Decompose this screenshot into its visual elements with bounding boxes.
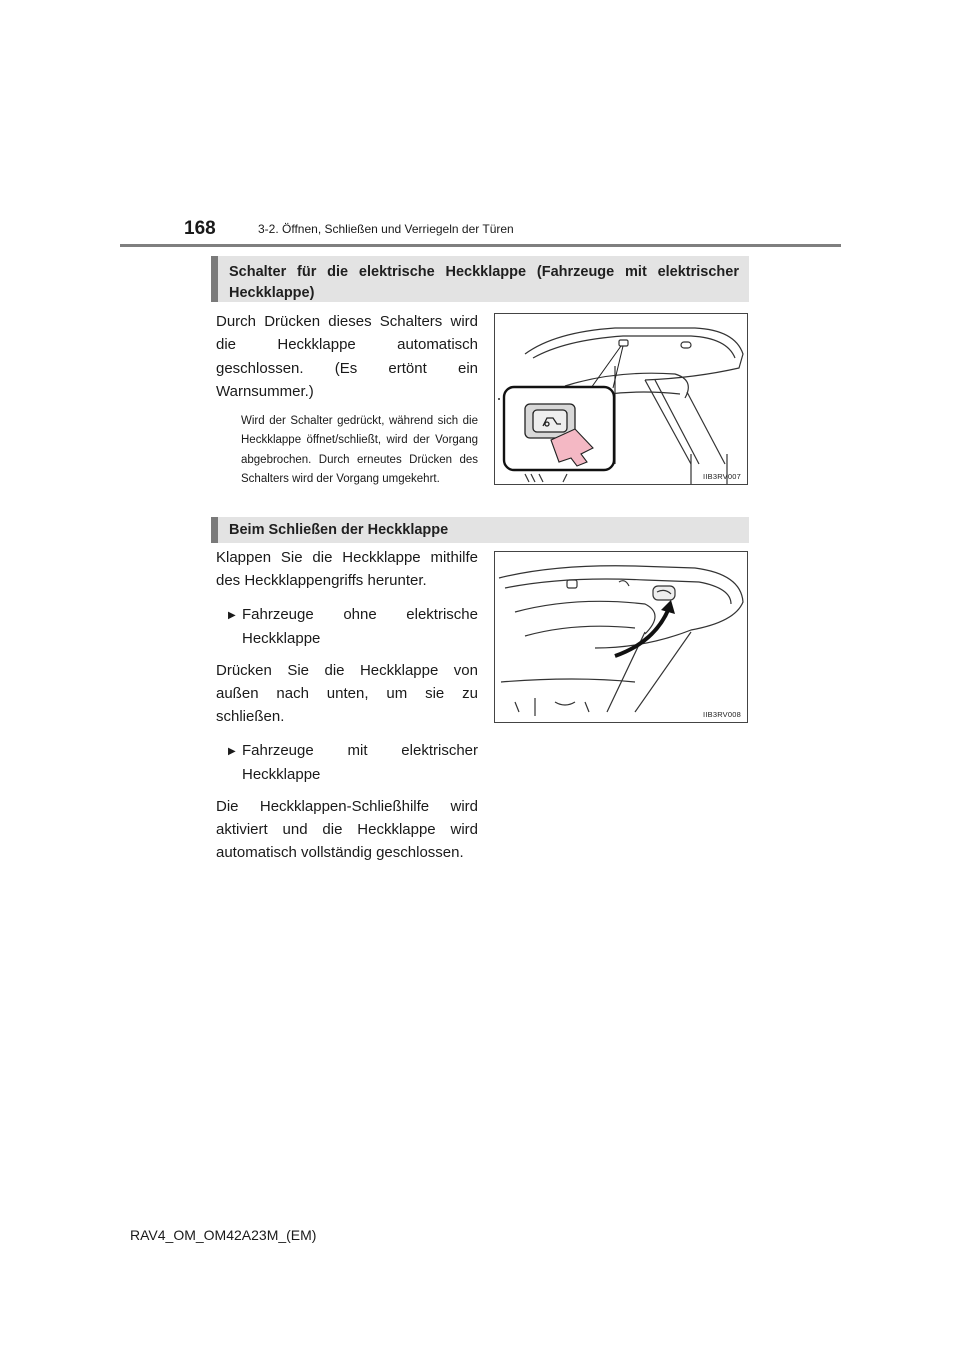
triangle-right-icon: ▶ [228,745,236,757]
bullet2-label: Fahrzeuge mit elektrischer Heckklappe [242,741,478,784]
section2-text [216,546,478,865]
triangle-right-icon: ▶ [228,609,236,621]
section1-body: Durch Drücken dieses Schalters wird die Heckklappe automatisch geschlossen. (Es ertönt ein Warnsummer.) [216,313,478,401]
bullet1-text: Drücken Sie die Heckklappe von außen nach unten, um sie zu schließen. [216,661,478,726]
bullet1-label: Fahrzeuge ohne elektrische Heckklappe [242,605,478,648]
header-rule [120,244,841,247]
footer-doc-code: RAV4_OM_OM42A23M_(EM) [130,1227,317,1243]
page-number: 168 [184,218,216,239]
section1-text [216,310,478,490]
figure-tailgate-switch [494,313,748,485]
closing-tailgate-illustration [495,552,748,723]
tailgate-switch-illustration [495,314,748,485]
bullet-without-power-tailgate [216,603,478,651]
figure2-code: IIB3RV008 [703,710,741,719]
bullet-with-power-tailgate [216,739,478,787]
section-title: 3-2. Öffnen, Schließen und Verriegeln der Türen [258,222,514,236]
figure1-code: IIB3RV007 [703,472,741,481]
section1-note: Wird der Schalter gedrückt, während sich die Heckklappe öffnet/schließt, wird der Vorgang abgebrochen. Durch erneutes Drücken des Schalters wird der Vorgang umgekehrt. [241,414,478,486]
bullet2-text: Die Heckklappen-Schließhilfe wird aktiviert und die Heckklappe wird automatisch vollständig geschlossen. [216,797,478,862]
heading-closing-tailgate: Beim Schließen der Heckklappe [211,517,749,543]
heading-power-tailgate-switch: Schalter für die elektrische Heckklappe (Fahrzeuge mit elektrischer Heckklappe) [211,256,749,302]
figure-closing-tailgate [494,551,748,723]
section2-body: Klappen Sie die Heckklappe mithilfe des Heckklappengriffs herunter. [216,549,478,590]
